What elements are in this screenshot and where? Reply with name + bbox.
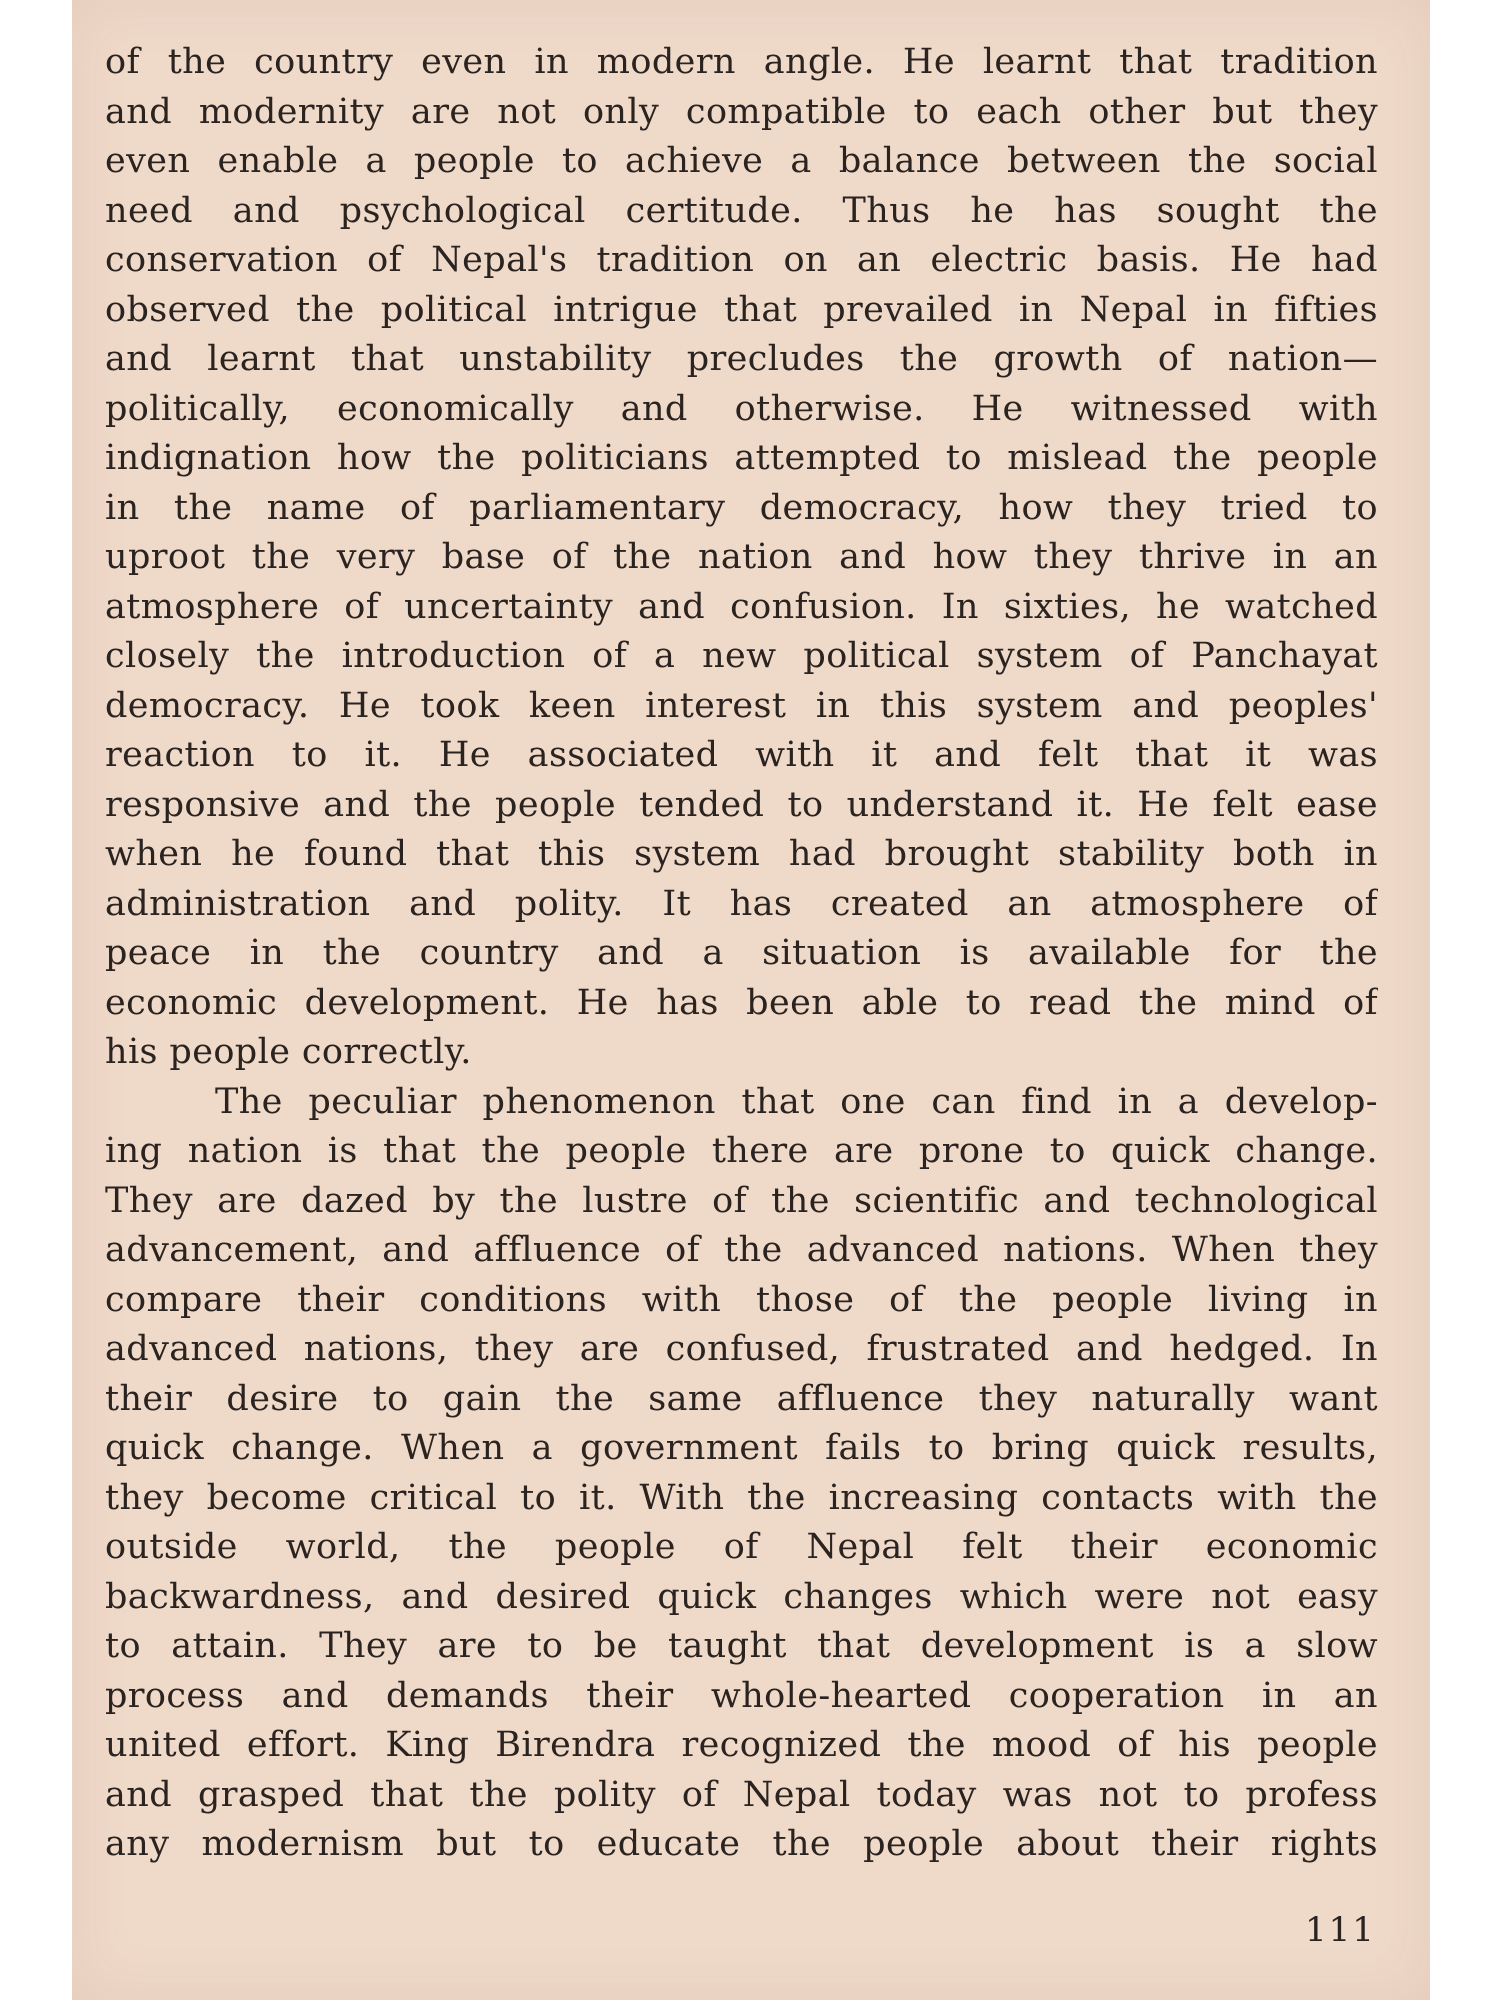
text-line: observed the political intrigue that prevailed in Nepal in fifties	[105, 289, 1378, 330]
text-line: closely the introduction of a new political system of Panchayat	[105, 636, 1378, 676]
text-line: advancement, and affluence of the advanced nations. When they	[105, 1230, 1378, 1270]
text-line: any modernism but to educate the people about their rights	[105, 1824, 1378, 1864]
text-line: compare their conditions with those of the people living in	[105, 1279, 1378, 1320]
text-line: responsive and the people tended to understand it. He felt ease	[105, 784, 1378, 825]
text-line: their desire to gain the same affluence they naturally want	[105, 1378, 1378, 1419]
text-line: in the name of parliamentary democracy, how they tried to	[105, 487, 1378, 528]
text-line: and grasped that the polity of Nepal today was not to profess	[105, 1774, 1378, 1815]
text-line: need and psychological certitude. Thus he has sought the	[105, 190, 1378, 231]
text-line: outside world, the people of Nepal felt their economic	[105, 1527, 1378, 1567]
text-line: to attain. They are to be taught that development is a slow	[105, 1626, 1378, 1666]
text-line: quick change. When a government fails to bring quick results,	[105, 1428, 1378, 1468]
text-line: ing nation is that the people there are prone to quick change.	[105, 1131, 1378, 1171]
paragraph-1	[105, 38, 1378, 1078]
text-line: indignation how the politicians attempted to mislead the people	[105, 438, 1378, 478]
text-line: advanced nations, they are confused, frustrated and hedged. In	[105, 1329, 1378, 1369]
text-line: The peculiar phenomenon that one can find in a develop-	[215, 1081, 1378, 1122]
text-line: administration and polity. It has created an atmosphere of	[105, 883, 1378, 924]
text-line: they become critical to it. With the increasing contacts with the	[105, 1477, 1378, 1518]
text-line: when he found that this system had brought stability both in	[105, 834, 1378, 874]
text-line: uproot the very base of the nation and how they thrive in an	[105, 537, 1378, 577]
text-line: process and demands their whole-hearted cooperation in an	[105, 1675, 1378, 1716]
text-line: They are dazed by the lustre of the scientific and technological	[105, 1180, 1378, 1221]
text-line: and learnt that unstability precludes the growth of nation—	[105, 339, 1378, 379]
text-line: reaction to it. He associated with it and felt that it was	[105, 735, 1378, 775]
paragraph-2	[105, 1078, 1378, 1870]
text-line: backwardness, and desired quick changes which were not easy	[105, 1576, 1378, 1617]
text-line: politically, economically and otherwise. He witnessed with	[105, 388, 1378, 429]
text-line: his people correctly.	[105, 1032, 472, 1072]
text-line: conservation of Nepal's tradition on an electric basis. He had	[105, 240, 1378, 280]
text-line: even enable a people to achieve a balance between the social	[105, 141, 1378, 181]
body-text	[105, 38, 1378, 1870]
text-line: atmosphere of uncertainty and confusion. In sixties, he watched	[105, 586, 1378, 627]
text-line: democracy. He took keen interest in this system and peoples'	[105, 685, 1378, 726]
text-line: and modernity are not only compatible to each other but they	[105, 91, 1378, 132]
text-line: of the country even in modern angle. He learnt that tradition	[105, 42, 1378, 82]
page-number: 111	[1305, 1910, 1376, 1950]
text-line: economic development. He has been able to read the mind of	[105, 982, 1378, 1023]
text-line: peace in the country and a situation is available for the	[105, 933, 1378, 973]
text-line: united effort. King Birendra recognized the mood of his people	[105, 1725, 1378, 1765]
